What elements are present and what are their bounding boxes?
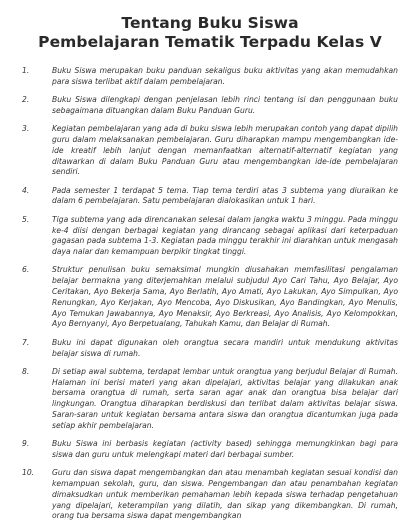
list-item-number: 6. [22, 265, 30, 275]
list-item-text: Guru dan siswa dapat mengembangkan dan atau menambah kegiatan sesuai kondisi dan kemampuan sekolah, guru, dan siswa. Pengembangan dan atau penambahan kegiatan dimaksudkan untuk memberikan pemahaman lebih kepada siswa terhadap pengetahuan yang dipelajari, keterampilan yang dilatih, dan sikap yang dikembangkan. Di rumah, orang tua bersama siswa dapat mengembangkan [52, 468, 398, 521]
list-item [22, 124, 398, 178]
list-item-number: 8. [22, 366, 30, 376]
list-item-text: Buku Siswa ini berbasis kegiatan (activity based) sehingga memungkinkan bagi para siswa dan guru untuk melengkapi materi dari berbagai sumber. [52, 439, 398, 459]
list-item [22, 468, 398, 522]
list-item [22, 66, 398, 88]
list-item-number: 4. [22, 185, 30, 195]
list-item-text: Pada semester 1 terdapat 5 tema. Tiap tema terdiri atas 3 subtema yang diuraikan ke dalam 6 pembelajaran. Satu pembelajaran dialokasikan untuk 1 hari. [52, 185, 398, 206]
list-item-text: Buku Siswa dilengkapi dengan penjelasan lebih rinci tentang isi dan penggunaan buku sebagaimana dituangkan dalam Buku Panduan Guru. [52, 95, 398, 115]
list-item [22, 186, 398, 208]
list-item [22, 265, 398, 330]
list-item [22, 95, 398, 117]
list-item-number: 2. [22, 95, 30, 105]
list-item-text: Struktur penulisan buku semaksimal mungkin diusahakan memfasilitasi pengalaman belajar bermakna yang diterjemahkan melalui subjudul Ayo Cari Tahu, Ayo Belajar, Ayo Ceritakan, Ayo Bekerja Sama, Ayo Berlatih, Ayo Amati, Ayo Lakukan, Ayo Simpulkan, Ayo Renungkan, Ayo Kerjakan, Ayo Mencoba, Ayo Diskusikan, Ayo Bandingkan, Ayo Menulis, Ayo Temukan Jawabannya, Ayo Menaksir, Ayo Berkreasi, Ayo Analisis, Ayo Kelompokkan, Ayo Bernyanyi, Ayo Berpetualang, Tahukah Kamu, dan Belajar di Rumah. [52, 265, 398, 329]
list-item [22, 367, 398, 432]
list-item [22, 215, 398, 258]
list-item-text: Buku ini dapat digunakan oleh orangtua secara mandiri untuk mendukung aktivitas belajar siswa di rumah. [52, 337, 398, 358]
title-block [22, 14, 398, 52]
list-item-text: Buku Siswa merupakan buku panduan sekaligus buku aktivitas yang akan memudahkan para siswa terlibat aktif dalam pembelajaran. [52, 66, 398, 86]
list-item [22, 338, 398, 360]
list-item-number: 7. [22, 337, 30, 347]
list-item-number: 1. [22, 66, 30, 75]
list-item-text: Tiga subtema yang ada direncanakan selesai dalam jangka waktu 3 minggu. Pada minggu ke-4 diisi dengan berbagai kegiatan yang dirancang sebagai aplikasi dari keterpaduan gagasan pada subtema 1-3. Kegiatan pada minggu terakhir ini diarahkan untuk mengasah daya nalar dan kemampuan berpikir tingkat tinggi. [52, 214, 398, 257]
guideline-list [22, 66, 398, 522]
list-item-text: Kegiatan pembelajaran yang ada di buku siswa lebih merupakan contoh yang dapat dipilih guru dalam melaksanakan pembelajaran. Guru diharapkan mampu mengembangkan ide-ide kreatif lebih lanjut dengan memanfaatkan alternatif-alternatif kegiatan yang ditawarkan di dalam Buku Panduan Guru atau mengembangkan ide-ide pembelajaran sendiri. [52, 124, 398, 177]
list-item [22, 439, 398, 461]
page-subtitle: Pembelajaran Tematik Terpadu Kelas V [38, 33, 382, 51]
list-item-text: Di setiap awal subtema, terdapat lembar untuk orangtua yang berjudul Belajar di Rumah. Halaman ini berisi materi yang akan dipelajari, aktivitas belajar yang dilakukan anak bersama orangtua di rumah, serta saran agar anak dan orangtua bisa belajar dari lingkungan. Orangtua diharapkan berdiskusi dan terlibat dalam aktivitas belajar siswa. Saran-saran untuk kegiatan bersama antara siswa dan orangtua dicantumkan juga pada setiap akhir pembelajaran. [52, 366, 398, 430]
page-title: Tentang Buku Siswa [121, 14, 299, 32]
list-item-number: 10. [22, 468, 35, 478]
list-item-number: 3. [22, 124, 30, 134]
list-item-number: 5. [22, 214, 30, 224]
list-item-number: 9. [22, 439, 30, 449]
